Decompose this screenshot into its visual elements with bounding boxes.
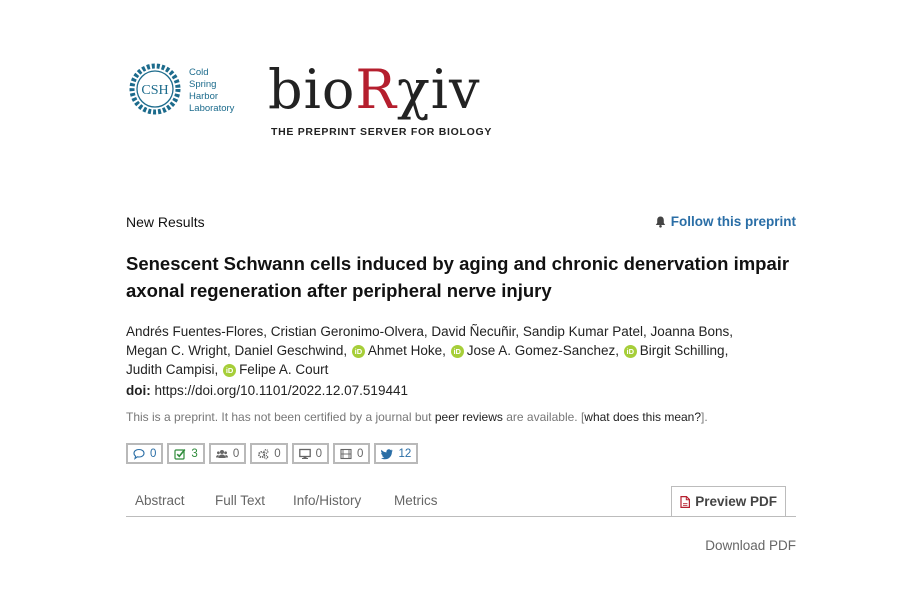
author-line: Andrés Fuentes-Flores, Cristian Geronimo-Olvera, David Ñecuñir, Sandip Kumar Patel, Joanna Bons, (126, 324, 734, 339)
tools-badge[interactable] (250, 443, 287, 464)
what-does-this-mean-link[interactable]: what does this mean? (584, 410, 702, 424)
tab-info-history[interactable]: Info/History (293, 493, 362, 508)
comment-icon (133, 448, 145, 460)
pdf-file-icon (680, 496, 690, 508)
biorxiv-wordmark-post: χiv (397, 58, 481, 121)
csh-line: Laboratory (189, 103, 235, 114)
comments-badge[interactable] (126, 443, 163, 464)
preview-pdf-tab[interactable] (671, 486, 786, 516)
check-square-icon (174, 448, 186, 460)
badge-count: 0 (357, 447, 364, 460)
orcid-icon[interactable]: iD (451, 345, 464, 358)
media-badge[interactable] (292, 443, 329, 464)
author-name: Ahmet Hoke, (367, 343, 446, 358)
twitter-icon (381, 448, 393, 460)
biorxiv-tagline: THE PREPRINT SERVER FOR BIOLOGY (271, 126, 493, 138)
monitor-icon (299, 448, 311, 460)
badge-count: 0 (150, 447, 157, 460)
tab-metrics[interactable]: Metrics (394, 493, 438, 508)
csh-emblem-icon (128, 62, 182, 116)
article-category: New Results (126, 214, 205, 230)
follow-preprint-link[interactable] (655, 214, 796, 229)
article-title: Senescent Schwann cells induced by aging and chronic denervation impair axonal regeneration after peripheral nerve injury (126, 253, 790, 301)
orcid-icon[interactable]: iD (223, 364, 236, 377)
biorxiv-wordmark-pre: bio (268, 58, 356, 121)
film-icon (340, 448, 352, 460)
orcid-icon[interactable]: iD (624, 345, 637, 358)
bell-icon (655, 216, 666, 228)
altmetric-badges (126, 443, 418, 464)
notice-text: are available. [ (506, 410, 585, 424)
article-tabs (126, 485, 796, 517)
csh-line: Cold (189, 67, 209, 78)
doi-link[interactable]: https://doi.org/10.1101/2022.12.07.519441 (154, 383, 408, 398)
author-names: Megan C. Wright, Daniel Geschwind, (126, 343, 348, 358)
badge-count: 0 (315, 447, 323, 460)
reviews-badge[interactable] (167, 443, 204, 464)
community-badge[interactable] (209, 443, 246, 464)
gears-icon (257, 448, 269, 460)
badge-count: 3 (191, 447, 198, 460)
csh-line: Spring (189, 79, 217, 90)
author-name: Judith Campisi, (126, 362, 219, 377)
author-line (126, 341, 766, 360)
author-line (126, 360, 766, 379)
author-name: Jose A. Gomez-Sanchez, (466, 343, 620, 358)
follow-label: Follow this preprint (670, 214, 796, 229)
preview-pdf-label: Preview PDF (695, 494, 777, 509)
badge-count: 0 (232, 447, 240, 460)
users-icon (216, 448, 228, 460)
author-name: Felipe A. Court (239, 362, 329, 377)
csh-line: Harbor (189, 91, 219, 102)
peer-reviews-link[interactable]: peer reviews (434, 410, 503, 424)
orcid-icon[interactable]: iD (352, 345, 365, 358)
author-name: Birgit Schilling, (639, 343, 729, 358)
notice-text: This is a preprint. It has not been certified by a journal but (126, 410, 432, 424)
download-pdf-link[interactable]: Download PDF (705, 538, 796, 553)
author-list (126, 322, 766, 379)
csh-wordmark (189, 67, 234, 115)
video-badge[interactable] (333, 443, 370, 464)
notice-text: ]. (701, 410, 708, 424)
doi-label: doi: (126, 383, 151, 398)
twitter-badge[interactable] (374, 443, 418, 464)
tab-full-text[interactable]: Full Text (215, 493, 266, 508)
badge-count: 0 (274, 447, 281, 460)
csh-logo[interactable] (128, 62, 246, 118)
csh-monogram: CSH (141, 83, 169, 98)
preprint-notice (126, 410, 708, 424)
doi-line (126, 383, 408, 398)
biorxiv-wordmark (268, 58, 488, 122)
biorxiv-logo[interactable] (268, 58, 493, 148)
biorxiv-wordmark-r: R (355, 58, 398, 121)
badge-count: 12 (398, 447, 412, 460)
tab-abstract[interactable]: Abstract (135, 493, 185, 508)
